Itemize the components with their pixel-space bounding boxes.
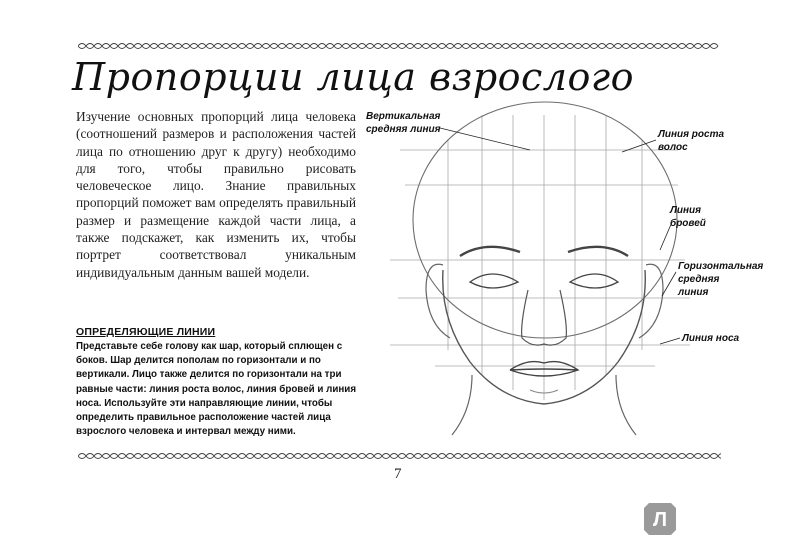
decorative-rule-bottom bbox=[78, 450, 721, 462]
head-sphere bbox=[413, 102, 677, 338]
label-vertical-midline: Вертикальная средняя линия bbox=[366, 111, 441, 135]
label-pointers bbox=[440, 128, 680, 344]
label-nose-line: Линия носа bbox=[682, 333, 740, 344]
right-eye bbox=[570, 274, 618, 288]
right-ear bbox=[639, 264, 663, 338]
section-heading: ОПРЕДЕЛЯЮЩИЕ ЛИНИИ bbox=[76, 326, 216, 338]
publisher-logo-icon bbox=[643, 502, 677, 536]
grid-vertical-lines bbox=[448, 115, 642, 400]
label-brow-line: Линия бровей bbox=[670, 205, 706, 229]
decorative-rule-top bbox=[78, 40, 721, 52]
page-title: Пропорции лица взрослого bbox=[72, 55, 634, 99]
section-body: Представьте себе голову как шар, который сплющен с боков. Шар делится пополам по горизонтали и по вертикали. Лицо также делится по горизонтали на три равные части: линия роста волос, линия бровей и линия носа. Используйте эти направляющие линии, чтобы определить правильное расположение частей лица взрослого человека и интервал между ними. bbox=[76, 341, 357, 438]
label-hairline: Линия роста волос bbox=[658, 129, 725, 153]
page-number: 7 bbox=[394, 466, 402, 482]
right-eyebrow bbox=[568, 247, 628, 256]
left-eyebrow bbox=[460, 247, 520, 256]
intro-paragraph: Изучение основных пропорций лица человека (соотношений размеров и расположения частей лица по отношению друг к другу) необходимо для того, чтобы правильно рисовать человеческое лицо. Знание правильных пропорций поможет вам определять правильный размер и размещение каждой части лица, а также подскажет, как изменить их, чтобы портрет соответствовал уникальным индивидуальным данным вашей модели. bbox=[76, 109, 356, 280]
label-horizontal-midline: Горизонтальная средняя линия bbox=[678, 261, 764, 298]
svg-text:Л: Л bbox=[652, 509, 668, 531]
left-ear bbox=[426, 264, 450, 338]
face-proportions-figure bbox=[360, 100, 764, 445]
left-eye bbox=[470, 274, 518, 288]
